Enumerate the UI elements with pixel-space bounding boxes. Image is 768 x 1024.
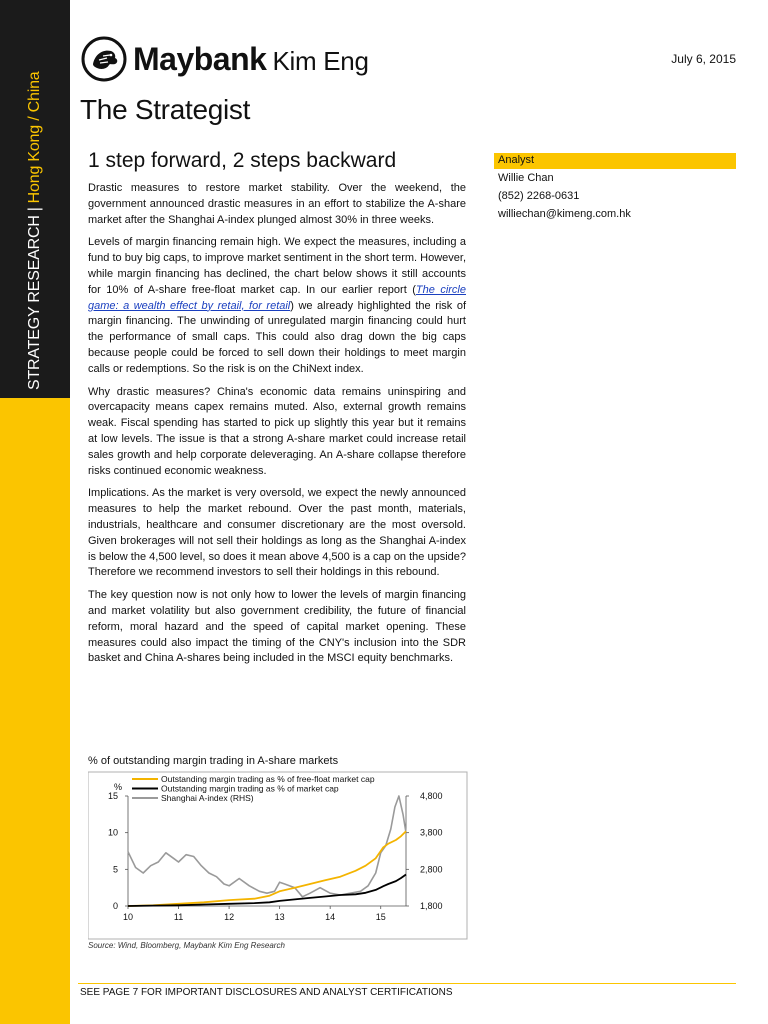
left-tick-label: 0: [112, 901, 118, 911]
paragraph-4-text: As the market is very oversold, we expect the newly announced measures to help the market rebound. Over the past month, materials, industrials, healthcare and consumer discretionary are the most oversold. Given brokerages will not sell their holdings as long as the Shanghai A-index is below the 4,500 level, so does it mean above 4,500 is a cap on the upside? Therefore we recommend investors to sell their holdings in this rebound.: [88, 487, 466, 579]
brand-logo: [81, 36, 369, 82]
right-tick-label: 2,800: [420, 864, 443, 875]
x-tick-label: 12: [224, 912, 235, 922]
section-label: STRATEGY RESEARCH: [26, 215, 43, 390]
paragraph-3: [88, 385, 466, 480]
analyst-email[interactable]: williechan@kimeng.com.hk: [498, 208, 631, 220]
brand-wordmark: [133, 41, 369, 78]
right-tick-label: 3,800: [420, 827, 443, 838]
brand-subname: Kim Eng: [272, 45, 369, 76]
analyst-label: Analyst: [494, 153, 736, 169]
paragraph-3-text: China's economic data remains uninspiring and overcapacity means capex remains muted. Also, external growth remains weak. Fiscal spending has started to pick up slightly this year but it remains at low levels. The issue is that a strong A-share market could increase retail sales growth and help corporate deleveraging. An A-share collapse therefore risks continued economic weakness.: [88, 385, 466, 477]
region-label: Hong Kong / China: [26, 71, 43, 204]
paragraph-1-text: Over the weekend, the government announced drastic measures in an effort to stabilize the A-share market after the Shanghai A-index plunged almost 30% in three weeks.: [88, 182, 466, 226]
paragraph-2-text-b: ) we already highlighted the risk of margin financing. The unwinding of unregulated margin financing could hurt the performance of small caps. This could also drag down the big caps because people could be forced to sell down their holdings to meet margin calls or redemptions. So the risk is on the ChiNext index.: [88, 299, 466, 375]
series-line-3: [128, 796, 406, 897]
paragraph-5: The key question now is not only how to lower the levels of margin financing and market volatility but also government credibility, the future of financial reform, moral hazard and the speed of capital market opening. These measures could also impact the timing of the CNY's inclusion into the SDR basket and China A-shares being included in the MSCI equity benchmarks.: [88, 589, 466, 665]
paragraph-4: [88, 486, 466, 581]
earlier-report-link[interactable]: The circle game: a wealth effect by retail, for retail: [88, 283, 466, 312]
report-headline: 1 step forward, 2 steps backward: [88, 149, 397, 172]
left-tick-label: 15: [107, 791, 118, 801]
paragraph-1: [88, 181, 466, 228]
x-tick-label: 11: [173, 912, 184, 922]
legend-label-2: Outstanding margin trading as % of market cap: [161, 783, 339, 794]
x-tick-label: 13: [274, 912, 285, 922]
footer-rule: [78, 983, 736, 984]
brand-name: Maybank: [133, 40, 267, 77]
paragraph-1-lead: Drastic measures to restore market stability.: [88, 182, 330, 194]
chart-title: % of outstanding margin trading in A-share markets: [88, 755, 339, 767]
chart-source: Source: Wind, Bloomberg, Maybank Kim Eng Research: [88, 941, 285, 950]
tiger-logo-icon: [81, 36, 127, 82]
report-series-title: The Strategist: [80, 94, 251, 125]
analyst-name: Willie Chan: [498, 172, 554, 184]
series-line-2: [128, 875, 406, 907]
paragraph-4-lead: Implications.: [88, 487, 150, 500]
x-tick-label: 10: [122, 912, 134, 922]
legend-label-3: Shanghai A-index (RHS): [161, 793, 254, 803]
series-line-1: [128, 831, 406, 906]
analyst-box: [494, 153, 736, 223]
paragraph-2-text-a: We expect the measures, including a fund to buy big caps, to improve market sentiment in the short term. However, while margin financing has declined, the chart below shows it still accounts for 10% of A-share free-float market cap. In our earlier report (: [88, 236, 466, 296]
margin-trading-chart: [88, 770, 468, 940]
left-tick-label: 5: [112, 864, 118, 875]
disclosure-footer[interactable]: SEE PAGE 7 FOR IMPORTANT DISCLOSURES AND ANALYST CERTIFICATIONS: [80, 987, 453, 998]
right-tick-label: 1,800: [420, 901, 443, 911]
side-bar-label: [26, 72, 44, 391]
left-tick-label: 10: [107, 827, 118, 838]
legend-label-1: Outstanding margin trading as % of free-float market cap: [161, 774, 375, 784]
paragraph-2: [88, 235, 466, 377]
left-unit-label: %: [114, 782, 123, 792]
paragraph-2-lead: Levels of margin financing remain high.: [88, 236, 281, 249]
x-tick-label: 14: [325, 912, 336, 922]
section-separator: |: [26, 207, 43, 212]
report-date: July 6, 2015: [671, 52, 736, 66]
analyst-phone: (852) 2268-0631: [498, 190, 580, 202]
paragraph-3-lead: Why drastic measures?: [88, 385, 211, 398]
body-text-column: [88, 181, 466, 674]
right-tick-label: 4,800: [420, 791, 443, 801]
x-tick-label: 15: [375, 912, 386, 922]
